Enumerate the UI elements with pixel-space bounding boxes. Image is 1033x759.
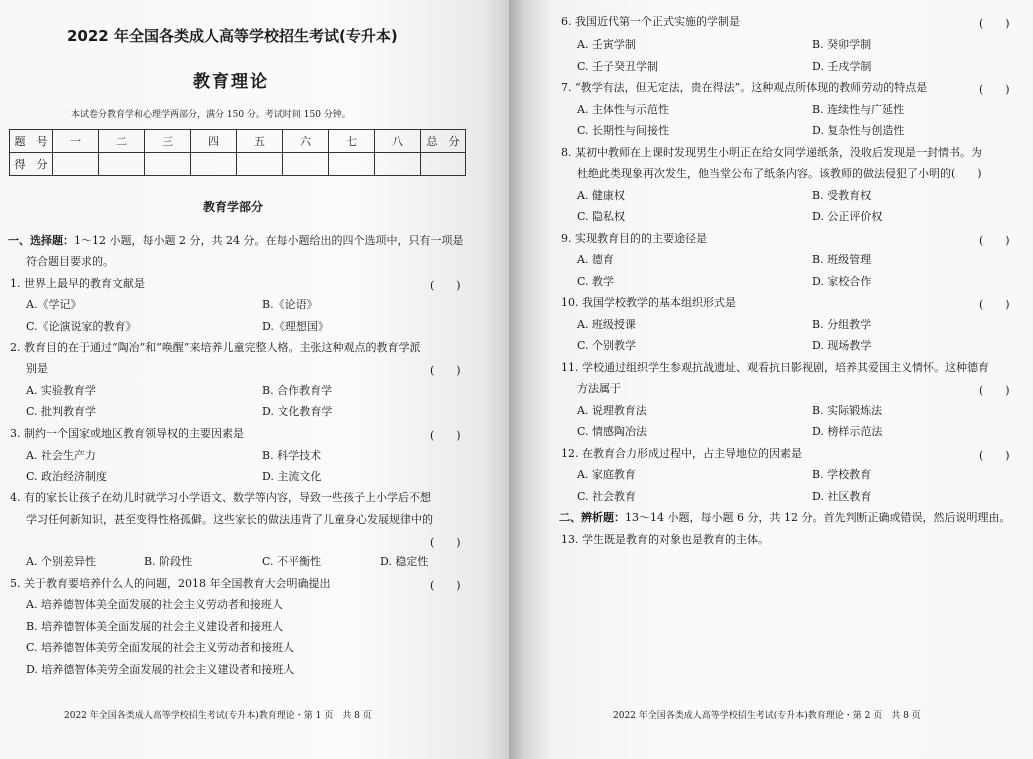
question-stem: 12. 在教育合力形成过程中，占主导地位的因素是 [561, 447, 802, 460]
answer-paren[interactable]: ( ) [430, 579, 461, 592]
option[interactable]: C. 培养德智体美劳全面发展的社会主义劳动者和接班人 [26, 641, 295, 654]
option[interactable]: B. 培养德智体美全面发展的社会主义建设者和接班人 [26, 620, 284, 633]
score-blank[interactable] [191, 153, 237, 176]
option[interactable]: C. 批判教育学 [26, 405, 97, 418]
part2-heading-line [559, 511, 1010, 525]
score-blank[interactable] [237, 153, 283, 176]
option[interactable]: C. 长期性与间接性 [577, 124, 670, 137]
option[interactable]: D. 复杂性与创造性 [812, 124, 905, 137]
question-stem: 7. “教学有法，但无定法，贵在得法”。这种观点所体现的教师劳动的特点是 [561, 81, 928, 94]
exam-instructions: 本试卷分教育学和心理学两部分，满分 150 分。考试时间 150 分钟。 [71, 110, 351, 120]
answer-paren[interactable]: ( ) [430, 536, 461, 549]
option[interactable]: A. 德育 [577, 253, 614, 266]
option[interactable]: B. 分组教学 [812, 318, 872, 331]
option[interactable]: A. 说理教育法 [577, 404, 647, 417]
question-stem: 2. 教育目的在于通过“陶冶”和“唤醒”来培养儿童完整人格。主张这种观点的教育学派 [10, 341, 421, 354]
score-table-header-row [10, 130, 466, 153]
score-cell: 总 分 [421, 130, 466, 153]
part2-text: 13～14 小题，每小题 6 分，共 12 分。首先判断正确或错误，然后说明理由。 [625, 511, 1011, 524]
option[interactable]: B. 合作教育学 [262, 384, 333, 397]
answer-paren[interactable]: ( ) [430, 429, 461, 442]
score-cell: 七 [329, 130, 375, 153]
right-page [509, 0, 1033, 759]
option[interactable]: C. 个别教学 [577, 339, 637, 352]
option[interactable]: C. 政治经济制度 [26, 470, 108, 483]
score-blank[interactable] [99, 153, 145, 176]
option[interactable]: B.《论语》 [262, 298, 318, 311]
score-cell: 六 [283, 130, 329, 153]
answer-paren[interactable]: ( ) [979, 83, 1010, 96]
option[interactable]: B. 学校教育 [812, 468, 872, 481]
answer-paren[interactable]: ( ) [979, 234, 1010, 247]
option[interactable]: D. 主流文化 [262, 470, 322, 483]
answer-paren[interactable]: ( ) [979, 449, 1010, 462]
answer-paren[interactable]: ( ) [979, 17, 1010, 30]
section-title: 教育学部分 [203, 200, 264, 214]
part1-heading: 一、选择题： [8, 234, 74, 247]
score-cell: 二 [99, 130, 145, 153]
option[interactable]: B. 实际锻炼法 [812, 404, 883, 417]
question-stem: 5. 关于教育要培养什么人的问题，2018 年全国教育大会明确提出 [10, 577, 331, 590]
score-cell: 三 [145, 130, 191, 153]
score-table-score-row [10, 153, 466, 176]
option[interactable]: B. 癸卯学制 [812, 38, 872, 51]
question-stem-continued: 杜绝此类现象再次发生，他当堂公布了纸条内容。该教师的做法侵犯了小明的( ) [577, 167, 982, 180]
option[interactable]: D. 家校合作 [812, 275, 872, 288]
option[interactable]: C. 情感陶冶法 [577, 425, 648, 438]
score-blank[interactable] [53, 153, 99, 176]
question-stem-continued: 学习任何新知识，甚至变得性格孤僻。这些家长的做法违背了儿童身心发展规律中的 [26, 513, 433, 526]
question-stem: 11. 学校通过组织学生参观抗战遗址、观看抗日影视剧，培养其爱国主义情怀。这种德育 [561, 361, 989, 374]
score-blank[interactable] [421, 153, 466, 176]
option[interactable]: D. 现场教学 [812, 339, 872, 352]
part1-heading-line [8, 234, 463, 248]
score-blank[interactable] [283, 153, 329, 176]
score-cell: 题 号 [10, 130, 53, 153]
option[interactable]: A. 班级授课 [577, 318, 636, 331]
option[interactable]: B. 阶段性 [144, 555, 193, 568]
option[interactable]: D. 社区教育 [812, 490, 872, 503]
option[interactable]: C. 壬子癸丑学制 [577, 60, 659, 73]
option[interactable]: B. 受教育权 [812, 189, 872, 202]
score-cell: 一 [53, 130, 99, 153]
option[interactable]: A. 壬寅学制 [577, 38, 636, 51]
option[interactable]: D.《理想国》 [262, 320, 329, 333]
page-footer: 2022 年全国各类成人高等学校招生考试(专升本)教育理论・第 1 页 共 8 页 [64, 711, 372, 721]
left-page [0, 0, 509, 759]
option[interactable]: A. 健康权 [577, 189, 625, 202]
question-stem: 6. 我国近代第一个正式实施的学制是 [561, 15, 740, 28]
option[interactable]: A. 家庭教育 [577, 468, 636, 481]
score-cell: 四 [191, 130, 237, 153]
option[interactable]: D. 榜样示范法 [812, 425, 883, 438]
question-stem-continued: 别是 [26, 362, 48, 375]
question-stem: 1. 世界上最早的教育文献是 [10, 277, 145, 290]
option[interactable]: A. 个别差异性 [26, 555, 96, 568]
option[interactable]: C.《论演说家的教育》 [26, 320, 137, 333]
option[interactable]: D. 壬戌学制 [812, 60, 872, 73]
option[interactable]: A.《学记》 [26, 298, 82, 311]
option[interactable]: D. 文化教育学 [262, 405, 333, 418]
score-blank[interactable] [329, 153, 375, 176]
score-blank[interactable] [375, 153, 421, 176]
answer-paren[interactable]: ( ) [979, 298, 1010, 311]
option[interactable]: D. 稳定性 [380, 555, 429, 568]
answer-paren[interactable]: ( ) [979, 384, 1010, 397]
subject-title: 教育理论 [193, 72, 269, 92]
score-cell: 得 分 [10, 153, 53, 176]
question-13: 13. 学生既是教育的对象也是教育的主体。 [561, 533, 769, 546]
option[interactable]: C. 隐私权 [577, 210, 626, 223]
option[interactable]: A. 社会生产力 [26, 449, 96, 462]
option[interactable]: C. 教学 [577, 275, 615, 288]
exam-title: 2022 年全国各类成人高等学校招生考试(专升本) [67, 27, 398, 45]
part1-text-2: 符合题目要求的。 [26, 255, 114, 268]
option[interactable]: A. 实验教育学 [26, 384, 96, 397]
question-stem: 10. 我国学校教学的基本组织形式是 [561, 296, 736, 309]
question-stem: 8. 某初中教师在上课时发现男生小明正在给女同学递纸条，没收后发现是一封情书。为 [561, 146, 982, 159]
option[interactable]: C. 社会教育 [577, 490, 637, 503]
page-footer: 2022 年全国各类成人高等学校招生考试(专升本)教育理论・第 2 页 共 8 页 [613, 711, 921, 721]
option[interactable]: A. 主体性与示范性 [577, 103, 669, 116]
option[interactable]: B. 连续性与广延性 [812, 103, 905, 116]
score-cell: 八 [375, 130, 421, 153]
option[interactable]: D. 培养德智体美劳全面发展的社会主义建设者和接班人 [26, 663, 295, 676]
question-stem: 3. 制约一个国家或地区教育领导权的主要因素是 [10, 427, 244, 440]
question-stem: 4. 有的家长让孩子在幼儿时就学习小学语文、数学等内容，导致一些孩子上小学后不想 [10, 491, 431, 504]
question-stem: 9. 实现教育目的的主要途径是 [561, 232, 707, 245]
score-cell: 五 [237, 130, 283, 153]
answer-paren[interactable]: ( ) [430, 279, 461, 292]
option[interactable]: C. 不平衡性 [262, 555, 322, 568]
option[interactable]: B. 科学技术 [262, 449, 322, 462]
question-stem-continued: 方法属于 [577, 382, 621, 395]
part1-text: 1～12 小题，每小题 2 分，共 24 分。在每小题给出的四个选项中，只有一项是 [74, 234, 464, 247]
answer-paren[interactable]: ( ) [430, 364, 461, 377]
score-blank[interactable] [145, 153, 191, 176]
part2-heading: 二、辨析题： [559, 511, 625, 524]
option[interactable]: B. 班级管理 [812, 253, 872, 266]
option[interactable]: A. 培养德智体美全面发展的社会主义劳动者和接班人 [26, 598, 283, 611]
score-table [9, 129, 466, 176]
option[interactable]: D. 公正评价权 [812, 210, 883, 223]
